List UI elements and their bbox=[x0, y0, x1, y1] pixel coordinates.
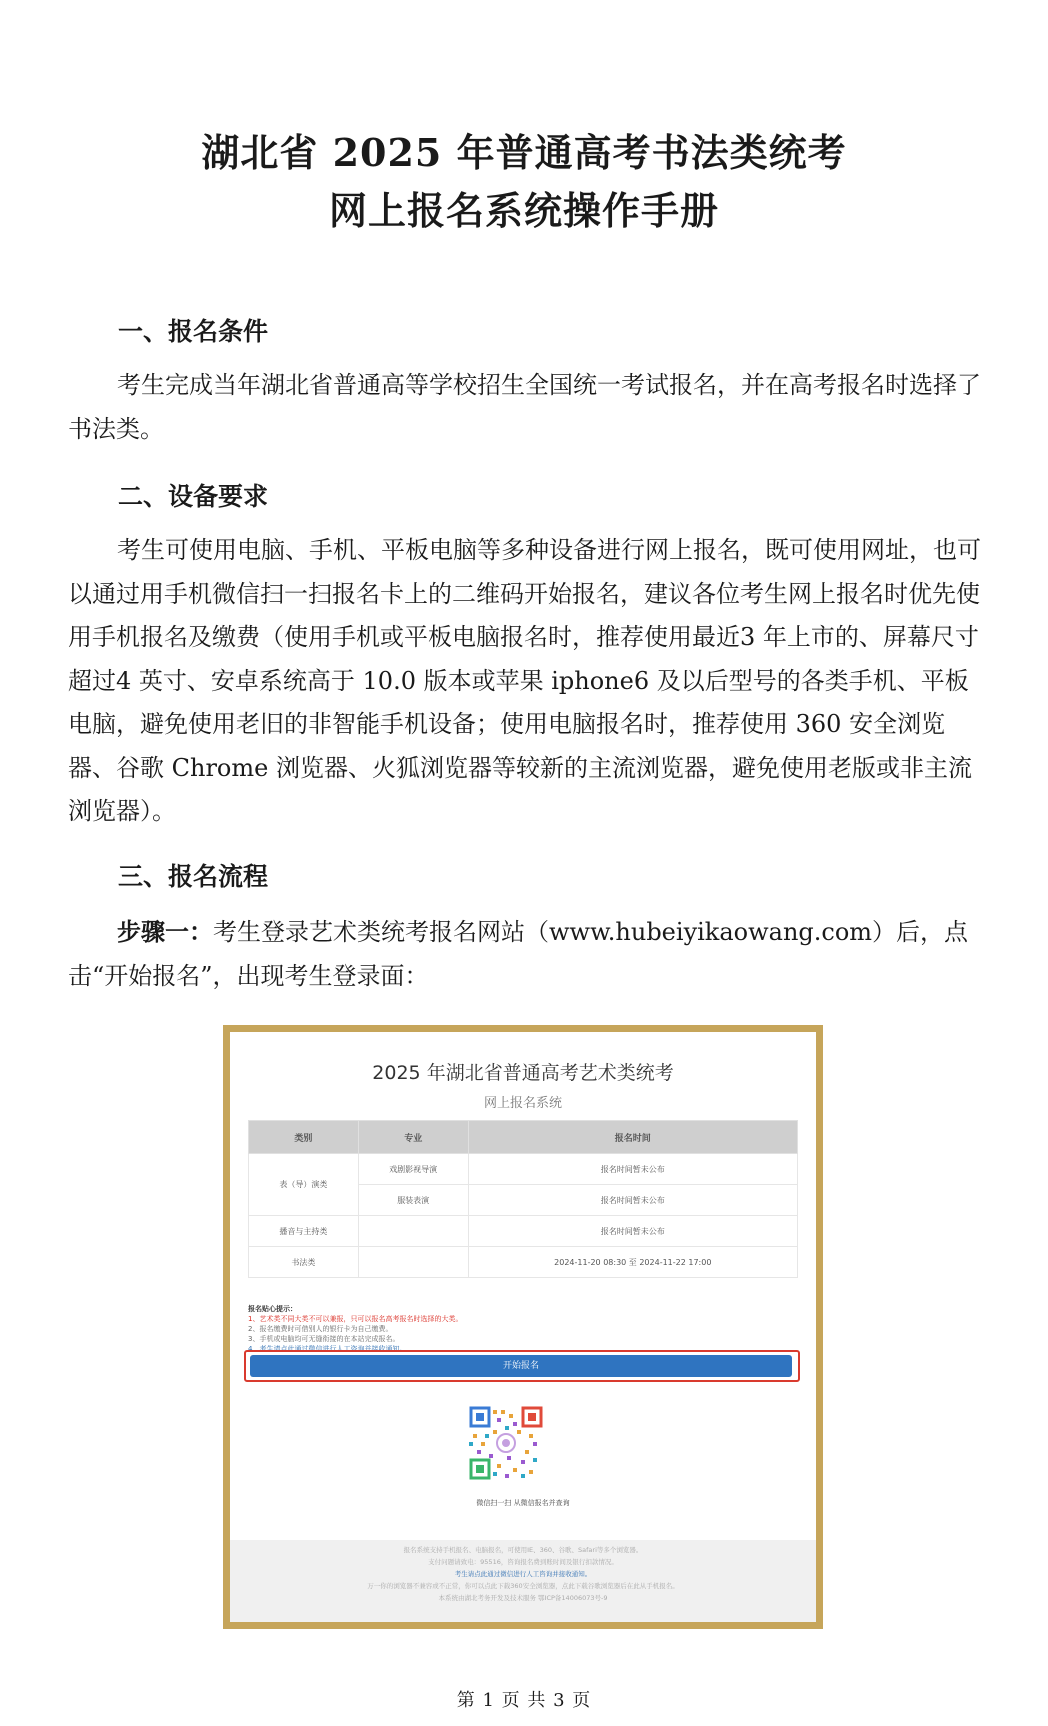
cell-time: 报名时间暂未公布 bbox=[468, 1154, 797, 1185]
tip-item[interactable]: 4、考生请点此通过微信进行人工咨询并接收通知。 bbox=[248, 1345, 407, 1353]
footer-line[interactable]: 考生请点此通过微信进行人工咨询并接收通知。 bbox=[454, 1570, 592, 1578]
footer-line: 报名系统支持手机报名、电脑报名，可使用IE、360、谷歌、Safari等多个浏览器。 bbox=[403, 1546, 643, 1554]
table-row bbox=[249, 1247, 798, 1278]
section1-heading: 一、报名条件 bbox=[118, 317, 269, 346]
page-number: 第 1 页 共 3 页 bbox=[456, 1690, 592, 1711]
table-row bbox=[249, 1154, 798, 1185]
schedule-table bbox=[248, 1120, 798, 1278]
section3-heading: 三、报名流程 bbox=[118, 862, 269, 891]
cell-time: 2024-11-20 08:30 至 2024-11-22 17:00 bbox=[468, 1247, 797, 1278]
col-header-category: 类别 bbox=[249, 1121, 359, 1154]
cell-category: 书法类 bbox=[249, 1247, 359, 1278]
cell-major bbox=[358, 1216, 468, 1247]
section2-body: 考生可使用电脑、手机、平板电脑等多种设备进行网上报名，既可使用网址，也可以通过用手机微信扫一扫报名卡上的二维码开始报名，建议各位考生网上报名时优先使用手机报名及缴费（使用手机或平板电脑报名时，推荐使用最近3 年上市的、屏幕尺寸超过4 英寸、安卓系统高于 10.0 版本或苹果 iphone6 及以后型号的各类手机、平板电脑，避免使用老旧的非智能手机设备；使用电脑报名时，推荐使用 360 安全浏览器、谷歌 Chrome 浏览器、火狐浏览器等较新的主流浏览器，避免使用老版或非主流浏览器）。 bbox=[68, 536, 981, 825]
step1-paragraph bbox=[68, 910, 988, 998]
start-registration-button[interactable]: 开始报名 bbox=[250, 1355, 792, 1377]
title-line-1: 湖北省 2025 年普通高考书法类统考 bbox=[201, 130, 847, 175]
cell-major: 服装表演 bbox=[358, 1185, 468, 1216]
cell-major bbox=[358, 1247, 468, 1278]
registration-tips bbox=[248, 1304, 798, 1354]
col-header-major: 专业 bbox=[358, 1121, 468, 1154]
tip-item: 3、手机或电脑均可无缝衔接的在本站完成报名。 bbox=[248, 1335, 400, 1343]
screenshot-content bbox=[230, 1032, 816, 1622]
site-footer bbox=[230, 1540, 816, 1622]
qr-code-icon bbox=[467, 1404, 545, 1482]
footer-line: 支付问题请致电：95516，咨询报名费到账时间及银行扣款情况。 bbox=[428, 1558, 618, 1566]
site-subtitle: 网上报名系统 bbox=[483, 1096, 562, 1111]
tips-title: 报名贴心提示： bbox=[248, 1305, 297, 1313]
section1-body: 考生完成当年湖北省普通高等学校招生全国统一考试报名，并在高考报名时选择了书法类。 bbox=[68, 371, 981, 443]
cell-time: 报名时间暂未公布 bbox=[468, 1185, 797, 1216]
registration-site-screenshot bbox=[223, 1025, 823, 1629]
tip-item: 2、报名缴费时可借别人的银行卡为自己缴费。 bbox=[248, 1325, 393, 1333]
footer-line: 万一你的浏览器不兼容或不正常，你可以点此下载360安全浏览器，点此下载谷歌浏览器后在此从手机报名。 bbox=[367, 1582, 679, 1590]
step1-text: 考生登录艺术类统考报名网站（www.hubeiyikaowang.com）后，点击“开始报名”，出现考生登录面： bbox=[68, 918, 969, 990]
tip-item: 1、艺术类不同大类不可以兼报，只可以报名高考报名时选择的大类。 bbox=[248, 1315, 463, 1323]
cell-category: 表（导）演类 bbox=[249, 1154, 359, 1216]
step1-label: 步骤一： bbox=[117, 917, 213, 946]
col-header-time: 报名时间 bbox=[468, 1121, 797, 1154]
table-row bbox=[249, 1216, 798, 1247]
title-line-2: 网上报名系统操作手册 bbox=[328, 188, 719, 233]
cell-time: 报名时间暂未公布 bbox=[468, 1216, 797, 1247]
cell-major: 戏剧影视导演 bbox=[358, 1154, 468, 1185]
footer-line: 本系统由湖北考务开发及技术服务 鄂ICP备14006073号-9 bbox=[438, 1594, 608, 1602]
section2-heading: 二、设备要求 bbox=[118, 482, 269, 511]
cell-category: 播音与主持类 bbox=[249, 1216, 359, 1247]
site-title: 2025 年湖北省普通高考艺术类统考 bbox=[372, 1062, 674, 1084]
qr-caption: 微信扫一扫 从微信报名并查询 bbox=[476, 1499, 570, 1507]
